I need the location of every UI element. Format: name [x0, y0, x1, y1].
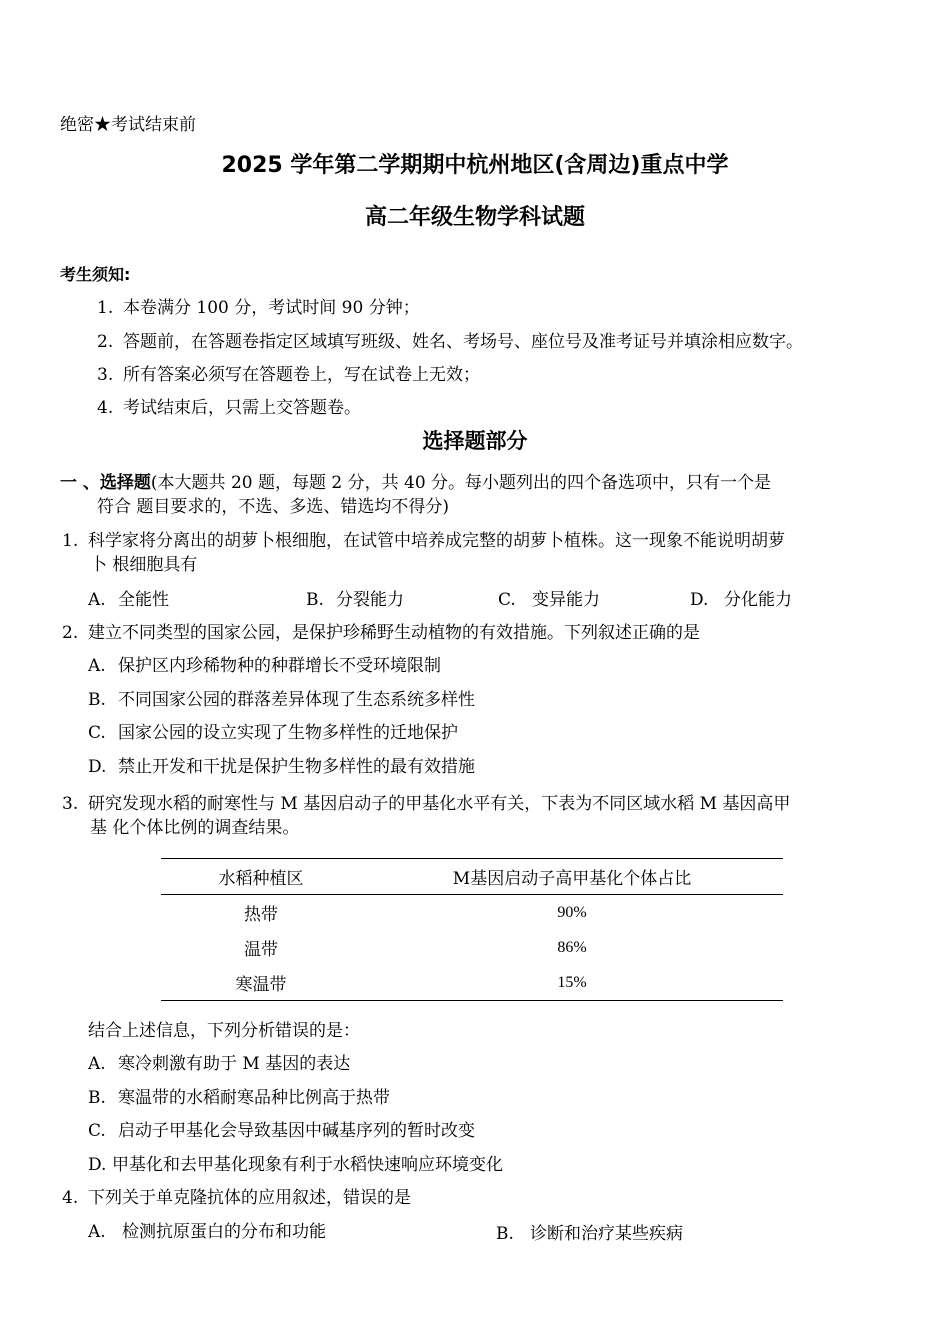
table-row	[161, 930, 783, 965]
notice-item	[97, 393, 361, 418]
question-3-stem-cont: 基 化个体比例的调查结果。	[90, 818, 300, 838]
question-text: 下列关于单克隆抗体的应用叙述，错误的是	[88, 1188, 411, 1208]
q4-option-b	[496, 1219, 683, 1244]
q1-option-a	[88, 585, 169, 610]
option-letter: C.	[88, 723, 106, 743]
question-2-stem	[62, 618, 700, 643]
part-description	[60, 468, 771, 493]
option-letter: B.	[88, 690, 106, 710]
option-letter: A.	[88, 656, 106, 676]
question-4-stem	[62, 1183, 411, 1208]
notice-item-text: 本卷满分 100 分，考试时间 90 分钟；	[123, 298, 420, 318]
question-text: 科学家将分离出的胡萝卜根细胞，在试管中培养成完整的胡萝卜植株。这一现象不能说明胡萝	[88, 531, 785, 551]
option-text: 甲基化和去甲基化现象有利于水稻快速响应环境变化	[112, 1155, 503, 1175]
option-letter: D.	[88, 1155, 107, 1175]
notice-item-text: 考试结束后，只需上交答题卷。	[123, 398, 361, 418]
q3-option-a	[88, 1049, 350, 1074]
notice-heading: 考生须知:	[60, 265, 131, 284]
q2-option-b	[88, 685, 475, 710]
q1-option-b	[306, 585, 404, 610]
option-letter: A.	[88, 1054, 106, 1074]
notice-item-text: 答题前，在答题卷指定区域填写班级、姓名、考场号、座位号及准考证号并填涂相应数字。	[123, 332, 803, 352]
q1-option-d	[690, 585, 792, 610]
notice-item-number: 1.	[97, 298, 114, 318]
question-1-stem-cont: 卜 根细胞具有	[90, 555, 198, 575]
option-letter: D.	[88, 757, 107, 777]
question-text: 研究发现水稻的耐寒性与 M 基因启动子的甲基化水平有关，下表为不同区域水稻 M 基因高甲	[88, 794, 791, 814]
option-letter: A.	[88, 590, 106, 610]
table-header-row	[161, 859, 783, 895]
table-cell: 温带	[244, 940, 278, 960]
option-letter: B.	[88, 1088, 106, 1108]
option-text: 寒温带的水稻耐寒品种比例高于热带	[118, 1088, 390, 1108]
notice-item	[97, 327, 803, 352]
notice-item	[97, 360, 480, 385]
question-text: 建立不同类型的国家公园，是保护珍稀野生动植物的有效措施。下列叙述正确的是	[88, 623, 700, 643]
q3-option-b	[88, 1083, 390, 1108]
question-number: 3.	[62, 794, 79, 814]
q3-option-c	[88, 1116, 475, 1141]
question-3-stem2: 结合上述信息，下列分析错误的是：	[88, 1021, 360, 1041]
part-label: 一 、选择题	[60, 473, 151, 493]
part-desc-line2: 符合 题目要求的，不选、多选、错选均不得分)	[97, 497, 450, 517]
option-letter: B.	[306, 590, 324, 610]
part-desc-line1: (本大题共 20 题，每题 2 分，共 40 分。每小题列出的四个备选项中，只有一个是	[150, 473, 772, 493]
table-row	[161, 965, 783, 1001]
question-number: 1.	[62, 531, 79, 551]
table-cell: 寒温带	[161, 965, 361, 1001]
q2-option-c	[88, 718, 458, 743]
exam-title: 2025 学年第二学期期中杭州地区(含周边)重点中学	[221, 153, 729, 178]
exam-subtitle: 高二年级生物学科试题	[364, 205, 585, 230]
q2-option-d	[88, 752, 475, 777]
notice-item-number: 3.	[97, 365, 114, 385]
option-letter: B.	[496, 1224, 514, 1244]
notice-item-number: 4.	[97, 398, 114, 418]
option-text: 保护区内珍稀物种的种群增长不受环境限制	[118, 656, 441, 676]
option-text: 寒冷刺激有助于 M 基因的表达	[118, 1054, 351, 1074]
option-text: 禁止开发和干扰是保护生物多样性的最有效措施	[118, 757, 475, 777]
option-text: 分化能力	[724, 590, 792, 610]
question-number: 2.	[62, 623, 79, 643]
question-1-stem	[62, 526, 785, 551]
q2-option-a	[88, 651, 441, 676]
option-text: 不同国家公园的群落差异体现了生态系统多样性	[118, 690, 475, 710]
notice-item-number: 2.	[97, 332, 114, 352]
option-letter: C.	[88, 1121, 106, 1141]
table-cell: 热带	[244, 905, 278, 925]
table-row	[161, 895, 783, 931]
table-cell: 86%	[557, 938, 587, 956]
q1-option-c	[498, 585, 600, 610]
option-letter: A.	[88, 1222, 106, 1242]
option-text: 变异能力	[532, 590, 600, 610]
option-text: 全能性	[118, 590, 169, 610]
option-text: 检测抗原蛋白的分布和功能	[122, 1222, 326, 1242]
q4-option-a	[88, 1217, 326, 1242]
question-number: 4.	[62, 1188, 79, 1208]
option-text: 分裂能力	[336, 590, 404, 610]
notice-item	[97, 293, 420, 318]
table-header-cell: 水稻种植区	[161, 859, 361, 895]
option-text: 诊断和治疗某些疾病	[530, 1224, 683, 1244]
notice-item-text: 所有答案必须写在答题卷上，写在试卷上无效；	[123, 365, 480, 385]
option-letter: C.	[498, 590, 516, 610]
option-letter: D.	[690, 590, 709, 610]
methylation-table	[161, 858, 783, 1001]
section-title: 选择题部分	[422, 429, 528, 453]
option-text: 国家公园的设立实现了生物多样性的迁地保护	[118, 723, 458, 743]
table-cell: 15%	[361, 965, 783, 1001]
confidential-mark: 绝密★考试结束前	[60, 115, 196, 135]
table-header-cell: M基因启动子高甲基化个体占比	[361, 859, 783, 895]
table-cell: 90%	[557, 903, 587, 921]
question-3-stem	[62, 789, 790, 814]
q3-option-d	[88, 1150, 503, 1175]
option-text: 启动子甲基化会导致基因中碱基序列的暂时改变	[118, 1121, 475, 1141]
